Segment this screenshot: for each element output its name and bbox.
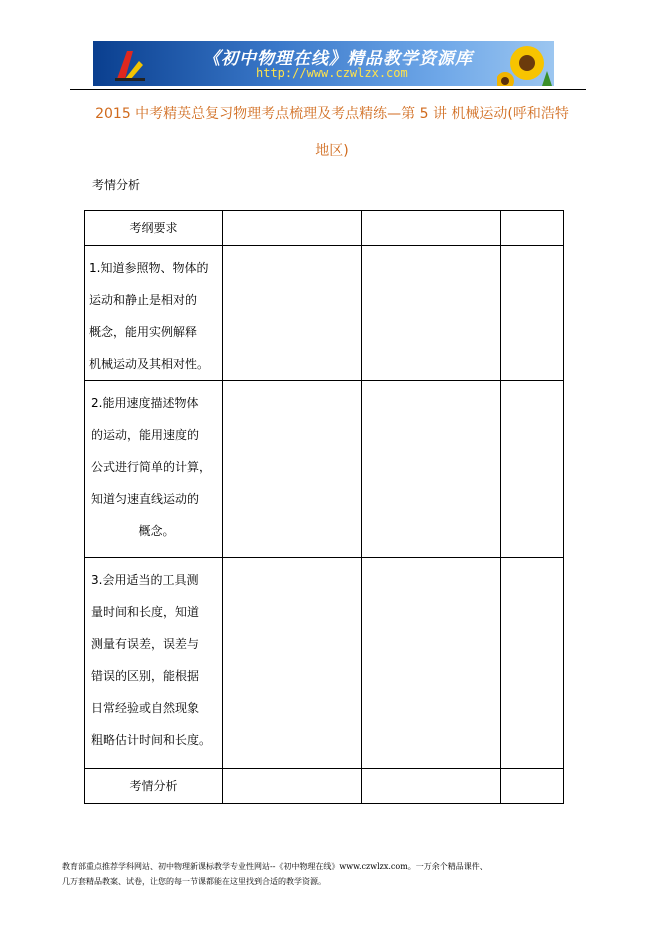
table-cell (501, 381, 564, 558)
footer-cell-analysis: 考情分析 (85, 769, 223, 804)
table-cell (223, 558, 362, 769)
requirement-line: 3.会用适当的工具测 (91, 573, 199, 587)
requirement-line: 运动和静止是相对的 (89, 293, 198, 307)
document-title-line1: 2015 中考精英总复习物理考点梳理及考点精练—第 5 讲 机械运动(呼和浩特 (95, 106, 569, 122)
table-cell (362, 558, 501, 769)
header-rule (70, 89, 586, 90)
table-cell (223, 246, 362, 381)
table-cell (501, 246, 564, 381)
section-label: 考情分析 (92, 178, 141, 192)
banner-title: 《初中物理在线》精品教学资源库 (203, 49, 473, 69)
requirement-cell-1 (85, 246, 223, 381)
requirement-line: 概念，能用实例解释 (89, 325, 198, 339)
table-cell (501, 769, 564, 804)
requirement-line: 测量有误差，误差与 (91, 637, 200, 651)
requirement-line: 粗略估计时间和长度。 (91, 733, 212, 747)
sunflower-icon (497, 41, 552, 86)
site-logo-icon (115, 49, 145, 81)
requirement-line: 的运动，能用速度的 (91, 428, 200, 442)
table-header-row (85, 211, 564, 246)
requirement-line: 公式进行简单的计算， (91, 460, 212, 474)
exam-requirements-table (84, 210, 564, 804)
requirement-line: 错误的区别，能根据 (91, 669, 200, 683)
banner-url[interactable]: http://www.czwlzx.com (256, 66, 408, 80)
table-row (85, 246, 564, 381)
requirement-line: 机械运动及其相对性。 (89, 357, 210, 371)
table-row (85, 381, 564, 558)
header-banner (93, 41, 554, 86)
document-title-line2: 地区) (315, 143, 349, 159)
table-footer-row (85, 769, 564, 804)
table-cell (362, 769, 501, 804)
requirement-cell-2 (85, 381, 223, 558)
requirement-line: 知道匀速直线运动的 (91, 492, 200, 506)
requirement-line: 1.知道参照物、物体的 (89, 261, 209, 275)
requirement-cell-3 (85, 558, 223, 769)
table-row (85, 558, 564, 769)
table-cell (223, 381, 362, 558)
table-cell (362, 246, 501, 381)
table-cell (501, 558, 564, 769)
table-cell (362, 381, 501, 558)
header-cell-2 (223, 211, 362, 246)
header-cell-4 (501, 211, 564, 246)
footer-line1: 教育部重点推荐学科网站、初中物理新课标教学专业性网站--《初中物理在线》www.czwlzx.com。一万余个精品课件、 (62, 862, 488, 871)
header-cell-requirements: 考纲要求 (85, 211, 223, 246)
requirement-line: 日常经验或自然现象 (91, 701, 200, 715)
footer-line2: 几万套精品教案、试卷，让您的每一节课都能在这里找到合适的教学资源。 (62, 877, 326, 886)
header-cell-3 (362, 211, 501, 246)
page-footer (62, 859, 602, 889)
table-cell (223, 769, 362, 804)
requirement-line: 概念。 (138, 524, 175, 538)
document-title (58, 96, 606, 170)
requirement-line: 量时间和长度，知道 (91, 605, 200, 619)
requirement-line: 2.能用速度描述物体 (91, 396, 199, 410)
